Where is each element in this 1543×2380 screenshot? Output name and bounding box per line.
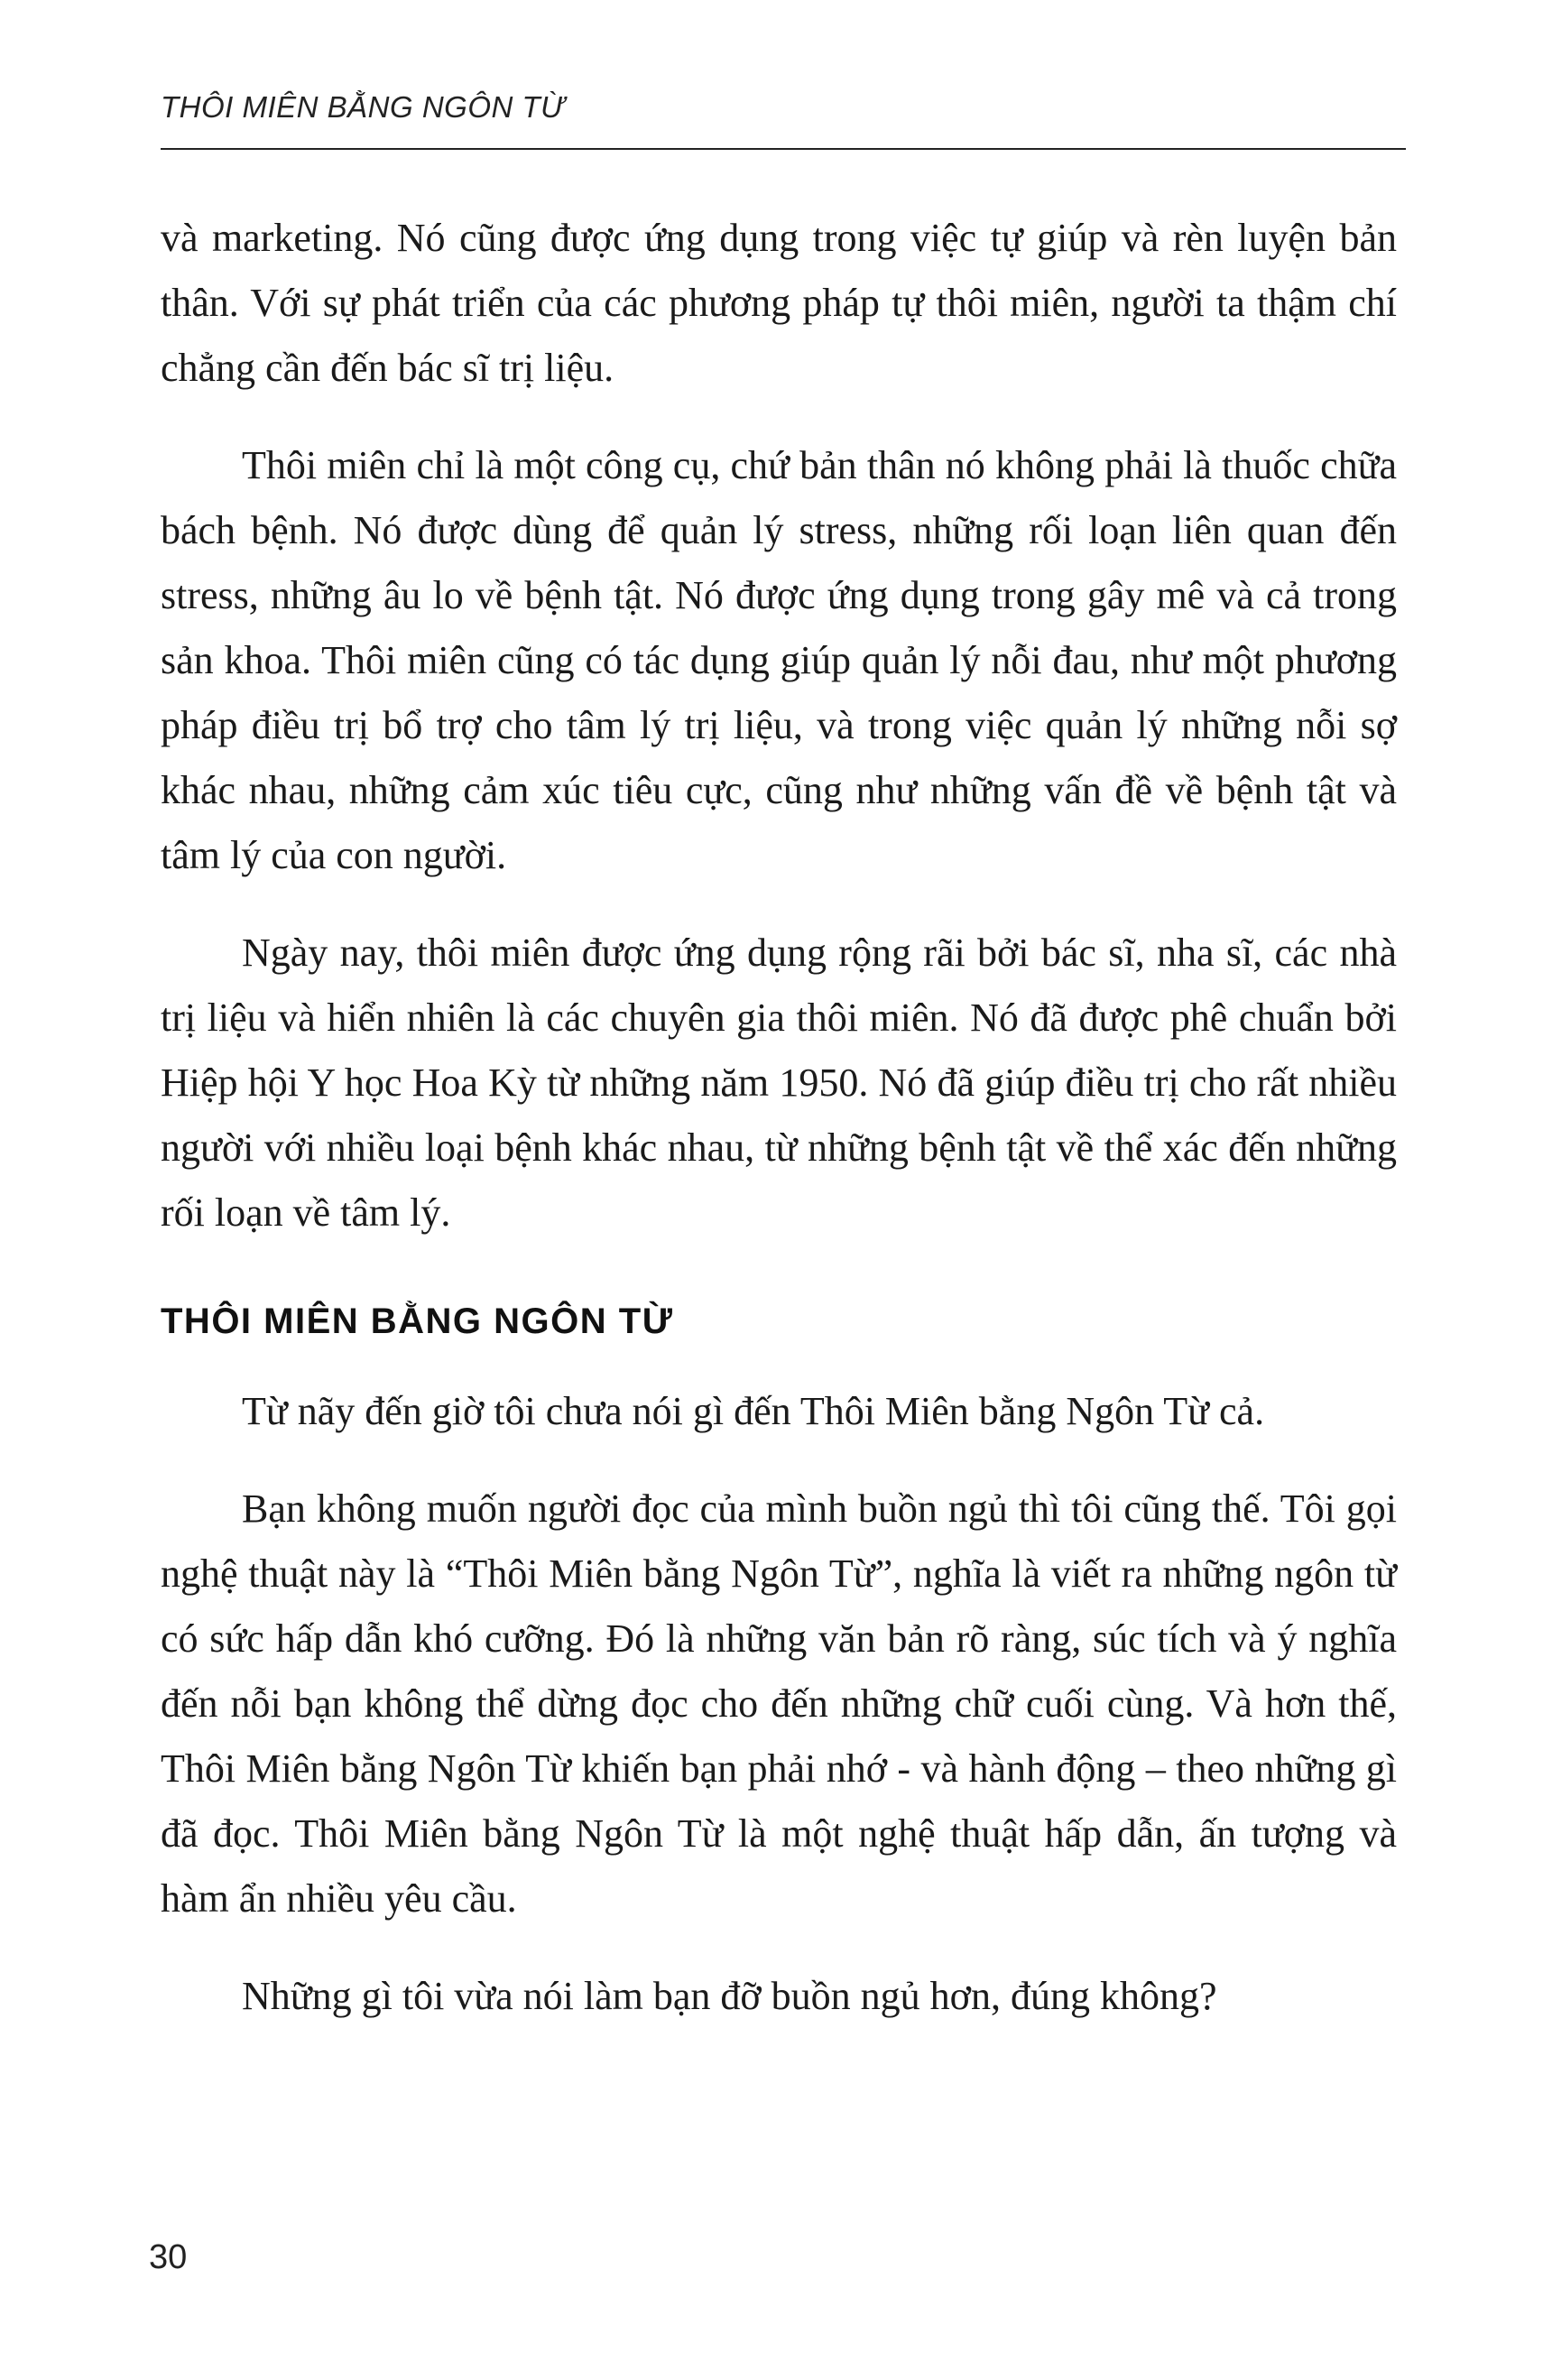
paragraph: Thôi miên chỉ là một công cụ, chứ bản thân nó không phải là thuốc chữa bách bệnh. Nó được dùng để quản lý stress, những rối loạn liên quan đến stress, những âu lo về bệnh tật. Nó được ứng dụng trong gây mê và cả trong sản khoa. Thôi miên cũng có tác dụng giúp quản lý nỗi đau, như một phương pháp điều trị bổ trợ cho tâm lý trị liệu, và trong việc quản lý những nỗi sợ khác nhau, những cảm xúc tiêu cực, cũng như những vấn đề về bệnh tật và tâm lý của con người. <box>161 443 1397 877</box>
body-text <box>161 206 1397 2061</box>
page-number: 30 <box>149 2238 188 2276</box>
running-header: THÔI MIÊN BẰNG NGÔN TỪ <box>161 90 565 124</box>
paragraph: Những gì tôi vừa nói làm bạn đỡ buồn ngủ hơn, đúng không? <box>242 1974 1217 2018</box>
header-rule <box>161 148 1406 150</box>
paragraph: Ngày nay, thôi miên được ứng dụng rộng rãi bởi bác sĩ, nha sĩ, các nhà trị liệu và hiển nhiên là các chuyên gia thôi miên. Nó đã được phê chuẩn bởi Hiệp hội Y học Hoa Kỳ từ những năm 1950. Nó đã giúp điều trị cho rất nhiều người với nhiều loại bệnh khác nhau, từ những bệnh tật về thể xác đến những rối loạn về tâm lý. <box>161 931 1397 1235</box>
paragraph: Bạn không muốn người đọc của mình buồn ngủ thì tôi cũng thế. Tôi gọi nghệ thuật này là “Thôi Miên bằng Ngôn Từ”, nghĩa là viết ra những ngôn từ có sức hấp dẫn khó cưỡng. Đó là những văn bản rõ ràng, súc tích và ý nghĩa đến nỗi bạn không thể dừng đọc cho đến những chữ cuối cùng. Và hơn thế, Thôi Miên bằng Ngôn Từ khiến bạn phải nhớ - và hành động – theo những gì đã đọc. Thôi Miên bằng Ngôn Từ là một nghệ thuật hấp dẫn, ấn tượng và hàm ẩn nhiều yêu cầu. <box>161 1486 1397 1921</box>
section-heading: THÔI MIÊN BẰNG NGÔN TỪ <box>161 1301 674 1341</box>
paragraph-continued: và marketing. Nó cũng được ứng dụng trong việc tự giúp và rèn luyện bản thân. Với sự phát triển của các phương pháp tự thôi miên, người ta thậm chí chẳng cần đến bác sĩ trị liệu. <box>161 216 1397 390</box>
paragraph: Từ nãy đến giờ tôi chưa nói gì đến Thôi Miên bằng Ngôn Từ cả. <box>242 1389 1265 1433</box>
